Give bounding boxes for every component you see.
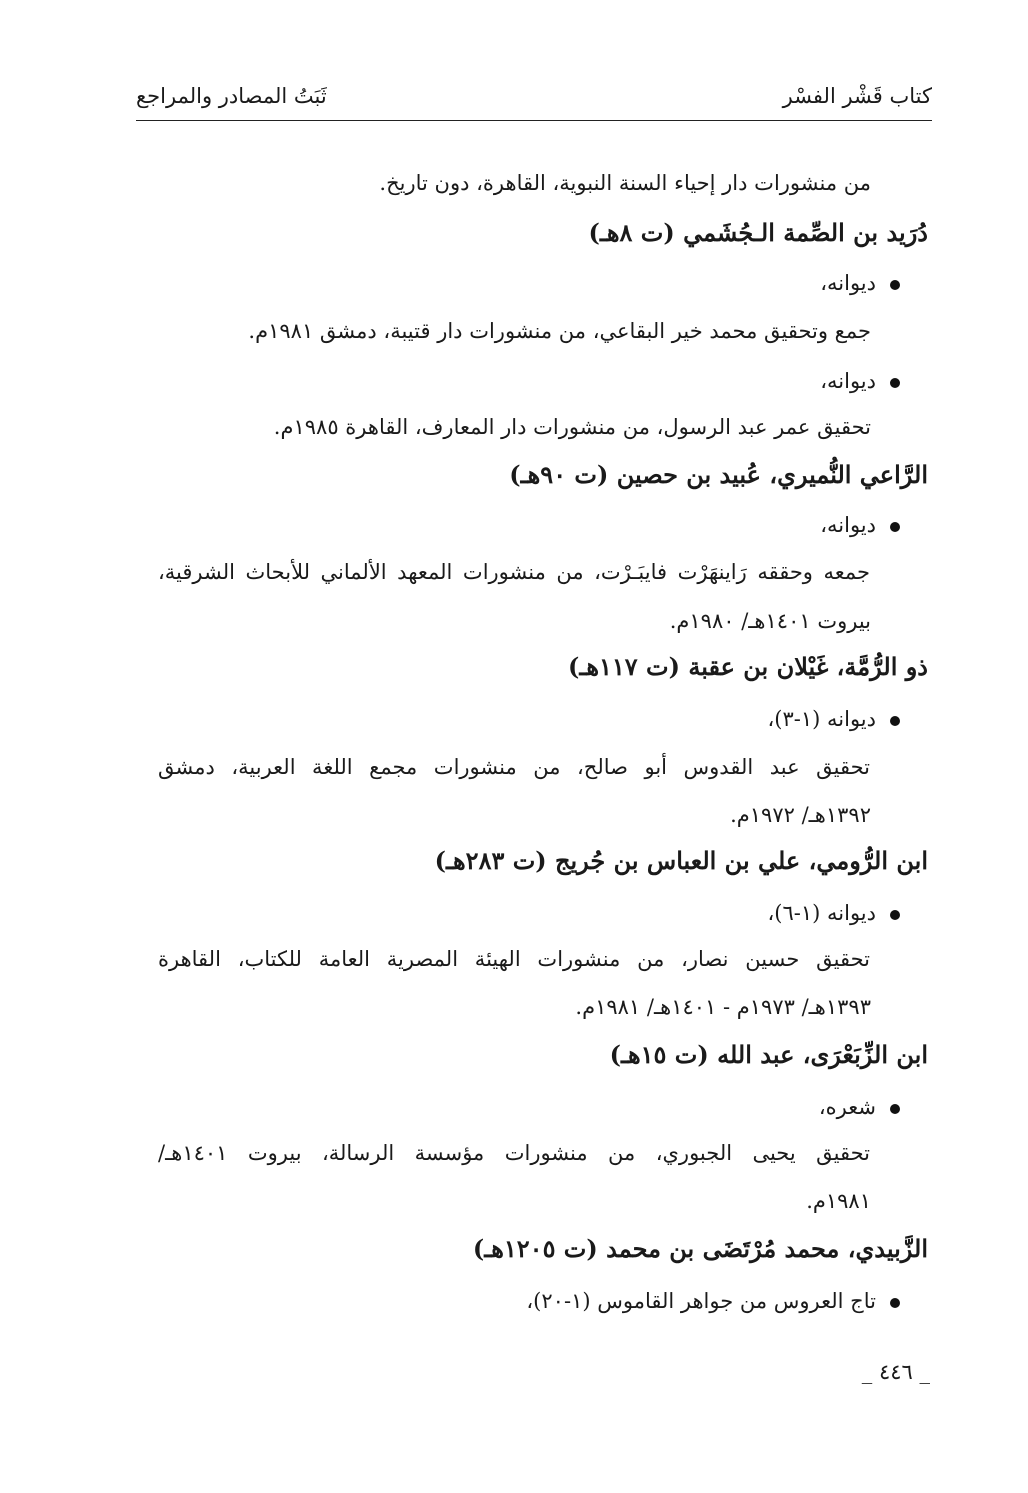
- page-number: _ ٤٤٦ _: [861, 1360, 930, 1384]
- bibliography-entry: [820, 268, 900, 298]
- entry-title: ديوانه،: [820, 271, 876, 295]
- bibliography-entry: [767, 898, 900, 928]
- author-heading: ابن الزِّبَعْرَى، عبد الله (ت ١٥هـ): [609, 1040, 928, 1069]
- bibliography-entry: [820, 510, 900, 540]
- header-divider: [136, 120, 932, 121]
- author-heading: ابن الرُّومي، علي بن العباس بن جُريج (ت ٢٨٣هـ): [434, 846, 928, 875]
- book-title: كتاب قَشْر الفسْر: [782, 84, 932, 108]
- text-line: تحقيق حسين نصار، من منشورات الهيئة المصرية العامة للكتاب، القاهرة: [158, 947, 870, 971]
- section-title: ثَبَتُ المصادر والمراجع: [136, 84, 327, 108]
- entry-title: ديوانه (١-٣)،: [767, 707, 876, 731]
- entry-title: ديوانه (١-٦)،: [767, 901, 876, 925]
- entry-title: ديوانه،: [820, 369, 876, 393]
- text-line: ١٣٩٣هـ/ ١٩٧٣م - ١٤٠١هـ/ ١٩٨١م.: [575, 995, 871, 1019]
- author-heading: الرَّاعي النُّميري، عُبيد بن حصين (ت ٩٠هـ): [509, 460, 928, 489]
- author-heading: دُرَيد بن الصِّمة الـجُشَمي (ت ٨هـ): [588, 218, 928, 247]
- entry-title: ديوانه،: [820, 513, 876, 537]
- bibliography-entry: [526, 1286, 900, 1316]
- text-line: ١٣٩٢هـ/ ١٩٧٢م.: [730, 803, 871, 827]
- running-header: [136, 78, 932, 118]
- bibliography-entry: [819, 1092, 900, 1122]
- text-line: جمعه وحققه رَاينهَرْت فايبَـرْت، من منشورات المعهد الألماني للأبحاث الشرقية،: [158, 560, 870, 584]
- entry-title: تاج العروس من جواهر القاموس (١-٢٠)،: [526, 1289, 876, 1313]
- bullet-icon: [890, 522, 900, 532]
- bibliography-entry: [820, 366, 900, 396]
- bullet-icon: [890, 280, 900, 290]
- text-line: تحقيق يحيى الجبوري، من منشورات مؤسسة الرسالة، بيروت ١٤٠١هـ/: [158, 1141, 870, 1165]
- text-line: ١٩٨١م.: [806, 1189, 871, 1213]
- entry-title: شعره،: [818, 1095, 876, 1119]
- text-line: من منشورات دار إحياء السنة النبوية، القاهرة، دون تاريخ.: [379, 171, 871, 195]
- text-line: بيروت ١٤٠١هـ/ ١٩٨٠م.: [669, 609, 871, 633]
- bibliography-entry: [767, 704, 900, 734]
- bullet-icon: [890, 910, 900, 920]
- bullet-icon: [890, 716, 900, 726]
- text-line: جمع وتحقيق محمد خير البقاعي، من منشورات دار قتيبة، دمشق ١٩٨١م.: [248, 319, 871, 343]
- text-line: تحقيق عمر عبد الرسول، من منشورات دار المعارف، القاهرة ١٩٨٥م.: [273, 415, 871, 439]
- author-heading: الزَّبيدي، محمد مُرْتَضَى بن محمد (ت ١٢٠٥هـ): [472, 1234, 928, 1263]
- bullet-icon: [890, 1104, 900, 1114]
- bullet-icon: [890, 378, 900, 388]
- bullet-icon: [890, 1298, 900, 1308]
- author-heading: ذو الرُّمَّة، غَيْلان بن عقبة (ت ١١٧هـ): [567, 652, 928, 681]
- text-line: تحقيق عبد القدوس أبو صالح، من منشورات مجمع اللغة العربية، دمشق: [158, 755, 870, 779]
